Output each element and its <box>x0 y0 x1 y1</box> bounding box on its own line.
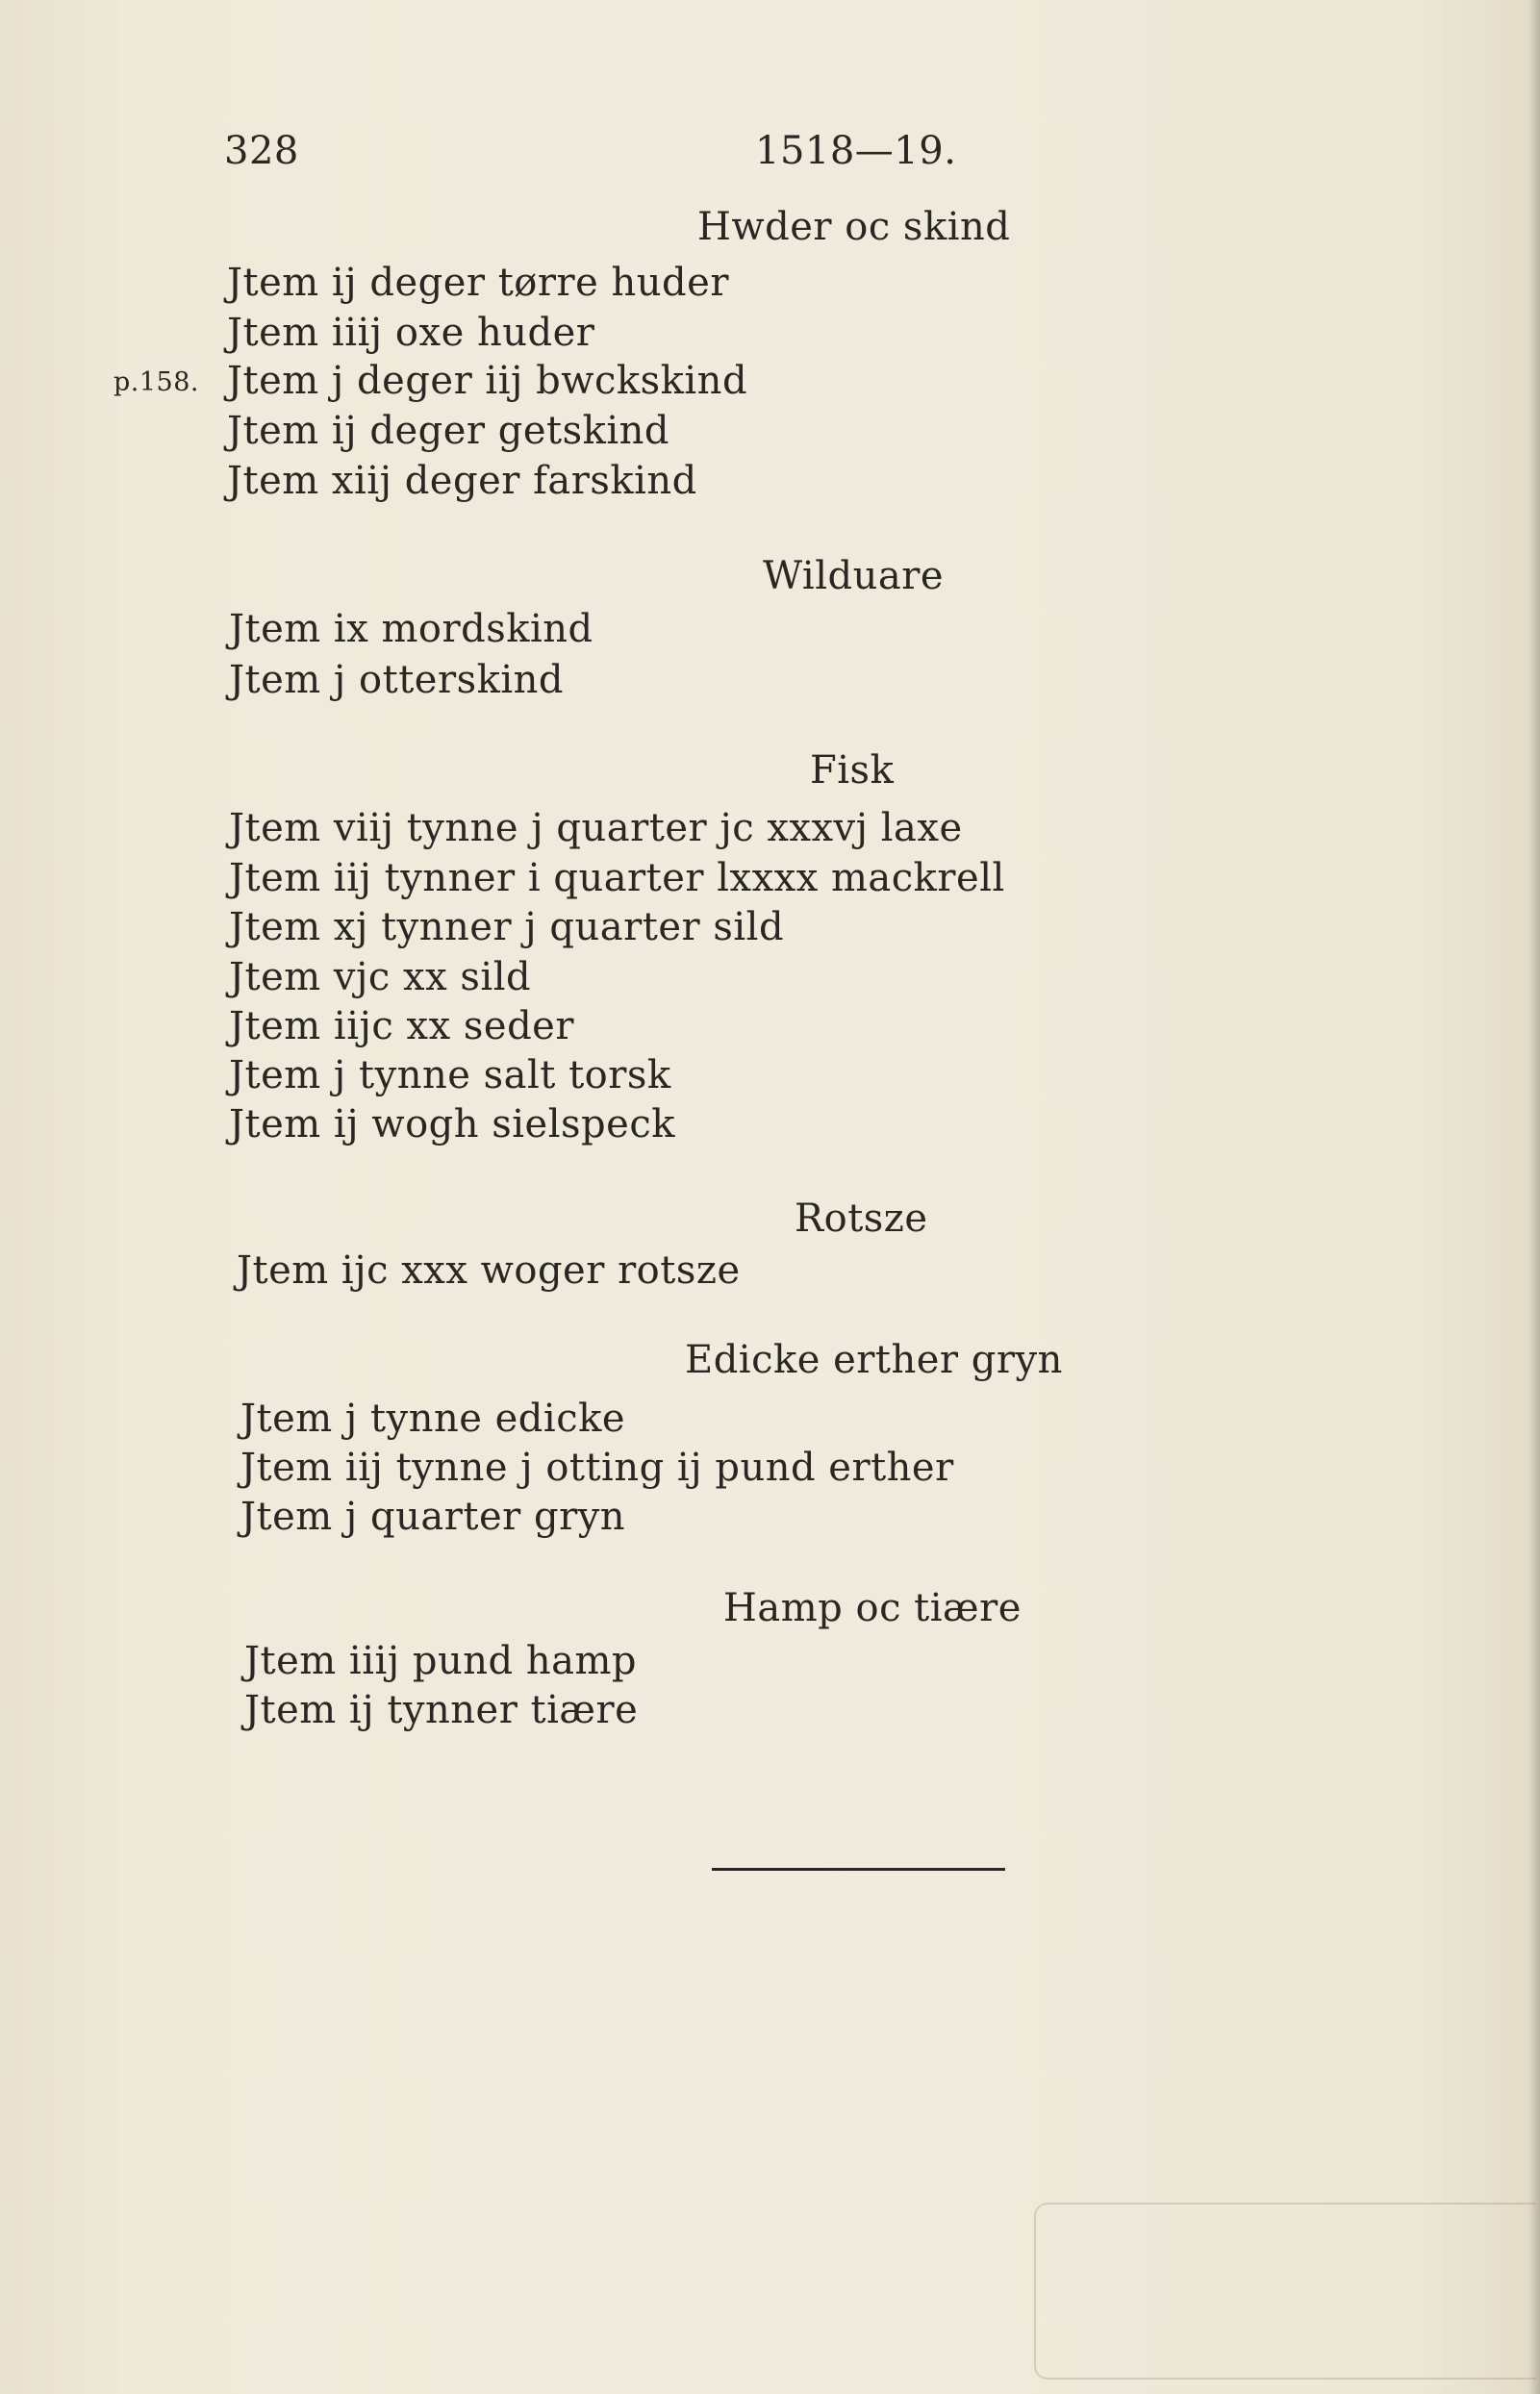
section-heading-hwder: Hwder oc skind <box>697 205 1011 249</box>
entry-line: Jtem ix mordskind <box>229 607 593 651</box>
entry-line: Jtem viij tynne j quarter jc xxxvj laxe <box>229 806 963 850</box>
entry-line: Jtem ij tynner tiære <box>244 1688 639 1732</box>
section-heading-hamp: Hamp oc tiære <box>723 1586 1022 1630</box>
entry-line: Jtem xj tynner j quarter sild <box>229 905 785 949</box>
entry-line: Jtem ij deger getskind <box>227 409 670 453</box>
entry-line: Jtem ij wogh sielspeck <box>229 1102 675 1147</box>
section-heading-wilduare: Wilduare <box>763 554 945 598</box>
page-corner-mark <box>1034 2203 1536 2380</box>
entry-line: Jtem j otterskind <box>229 658 564 702</box>
entry-line: Jtem xiij deger farskind <box>227 459 697 503</box>
entry-line: Jtem iiij oxe huder <box>227 311 595 355</box>
section-heading-fisk: Fisk <box>810 748 895 793</box>
entry-line: Jtem ijc xxx woger rotsze <box>237 1248 741 1293</box>
entry-line: Jtem j deger iij bwckskind <box>227 359 748 403</box>
page-edge-shadow <box>1528 0 1540 2394</box>
entry-line: Jtem j quarter gryn <box>240 1495 626 1539</box>
section-end-rule <box>712 1868 1005 1871</box>
section-heading-rotsze: Rotsze <box>795 1197 928 1241</box>
page-number: 328 <box>224 129 299 173</box>
entry-line: Jtem iiij pund hamp <box>244 1639 638 1683</box>
entry-line: Jtem j tynne edicke <box>240 1397 626 1441</box>
entry-line: Jtem ij deger tørre huder <box>227 261 729 305</box>
running-title: 1518—19. <box>755 129 957 173</box>
entry-line: Jtem iij tynner i quarter lxxxx mackrell <box>229 856 1005 900</box>
section-heading-edicke: Edicke erther gryn <box>685 1338 1063 1382</box>
entry-line: Jtem iijc xx seder <box>229 1004 574 1048</box>
entry-line: Jtem vjc xx sild <box>229 955 532 999</box>
margin-page-reference: p.158. <box>114 367 199 397</box>
entry-line: Jtem iij tynne j otting ij pund erther <box>240 1446 954 1490</box>
entry-line: Jtem j tynne salt torsk <box>229 1053 671 1097</box>
